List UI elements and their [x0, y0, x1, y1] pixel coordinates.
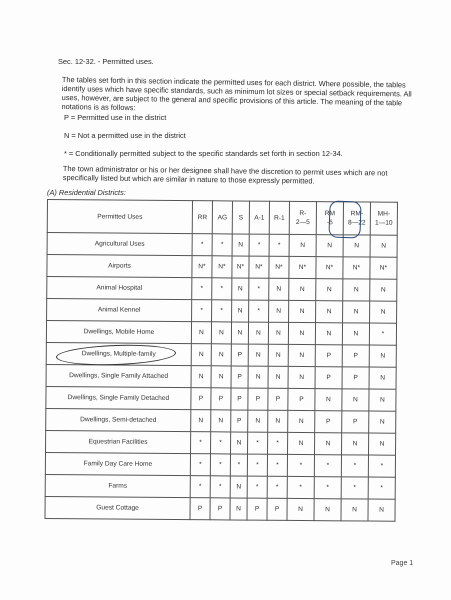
permission-cell: N: [370, 279, 397, 301]
permission-cell: P: [315, 345, 342, 367]
permission-cell: N: [268, 344, 288, 366]
permission-cell: N: [315, 389, 342, 411]
permission-cell: P: [231, 344, 248, 366]
use-name-cell: Agricultural Uses: [47, 233, 192, 256]
permission-cell: N: [230, 476, 247, 498]
permission-cell: N*: [212, 256, 232, 278]
permission-cell: N: [191, 322, 211, 344]
column-header-district: R- 2—5: [289, 201, 316, 234]
permission-cell: P: [342, 411, 369, 433]
permission-cell: *: [267, 454, 287, 476]
permission-cell: P: [342, 345, 369, 367]
permission-cell: *: [190, 454, 210, 476]
table-row: [46, 430, 396, 455]
permission-cell: P: [231, 388, 248, 410]
permission-cell: N: [287, 498, 314, 520]
permission-cell: *: [210, 476, 230, 498]
permission-cell: N: [316, 301, 343, 323]
permission-cell: N*: [316, 257, 343, 279]
permission-cell: N*: [269, 256, 289, 278]
permission-cell: P: [190, 498, 210, 520]
table-row: [47, 255, 397, 280]
permission-cell: N: [288, 366, 315, 388]
permission-cell: N: [341, 499, 368, 521]
column-header-district: RM- 8—22: [343, 202, 370, 235]
column-header-district: S: [232, 201, 249, 234]
column-header-district: AG: [212, 201, 232, 234]
permission-cell: N: [343, 235, 370, 257]
permission-cell: N: [369, 345, 396, 367]
permission-cell: N: [315, 323, 342, 345]
permission-cell: *: [249, 234, 269, 256]
permission-cell: N: [288, 432, 315, 454]
permission-cell: N: [288, 344, 315, 366]
column-header-district: RR: [192, 201, 212, 234]
page-number: Page 1: [391, 560, 414, 567]
permission-cell: N: [268, 322, 288, 344]
permission-cell: N: [369, 389, 396, 411]
permission-cell: *: [249, 278, 269, 300]
permission-cell: *: [247, 454, 267, 476]
permission-cell: *: [368, 477, 395, 499]
column-header-district: A-1: [249, 201, 269, 234]
permission-cell: *: [268, 432, 288, 454]
permission-cell: *: [287, 476, 314, 498]
permission-cell: N: [369, 367, 396, 389]
permission-cell: *: [341, 455, 368, 477]
permission-cell: *: [190, 476, 210, 498]
permission-cell: *: [192, 234, 212, 256]
table-row: [45, 452, 395, 477]
permission-cell: P: [231, 366, 248, 388]
permission-cell: N: [368, 433, 395, 455]
permission-cell: N: [369, 411, 396, 433]
permission-cell: *: [191, 432, 211, 454]
permission-cell: N: [288, 322, 315, 344]
use-name-cell: Animal Hospital: [47, 277, 192, 300]
permission-cell: N: [269, 278, 289, 300]
permission-cell: *: [368, 455, 395, 477]
use-name-cell: Equestrian Facilities: [46, 430, 191, 453]
permission-cell: N*: [232, 256, 249, 278]
use-name-cell: Dwellings, Mobile Home: [46, 321, 191, 344]
permission-cell: P: [248, 388, 268, 410]
permission-cell: *: [212, 234, 232, 256]
permission-cell: N: [232, 234, 249, 256]
permission-cell: *: [248, 432, 268, 454]
permission-cell: N: [268, 366, 288, 388]
permission-cell: N: [232, 300, 249, 322]
permission-cell: N*: [343, 257, 370, 279]
permission-cell: P: [315, 411, 342, 433]
permission-cell: N: [248, 344, 268, 366]
column-header-uses: Permitted Uses: [47, 200, 192, 234]
permission-cell: *: [269, 234, 289, 256]
column-header-district: RM -5: [316, 202, 343, 235]
permission-cell: N: [191, 410, 211, 432]
permission-cell: P: [211, 388, 231, 410]
table-row: [47, 299, 397, 324]
permission-cell: *: [314, 477, 341, 499]
permission-cell: N: [248, 410, 268, 432]
table-row: [46, 386, 396, 411]
permission-cell: N: [211, 366, 231, 388]
use-name-cell: Dwellings, Multiple-family: [46, 342, 191, 365]
permission-cell: N: [316, 279, 343, 301]
permission-cell: P: [231, 410, 248, 432]
table-row: [47, 277, 397, 302]
use-name-cell: Guest Cottage: [45, 496, 190, 519]
intro-paragraph: The tables set forth in this section indicate the permitted uses for each district. Where possible, the tables identify uses which have specific standards, such as minimum lot sizes or special setback requirements. All uses, however, are subject to the general and specific provisions of this article. The meaning of the table notations is as follows:: [61, 75, 412, 113]
permission-cell: N: [289, 278, 316, 300]
table-row: [46, 364, 396, 389]
use-name-cell: Farms: [45, 474, 190, 497]
permission-cell: N: [288, 410, 315, 432]
definition-not-permitted: N = Not a permitted use in the district: [64, 131, 186, 140]
permission-cell: N: [248, 366, 268, 388]
permission-cell: *: [230, 454, 247, 476]
permission-cell: N: [232, 278, 249, 300]
use-name-cell: Animal Kennel: [47, 299, 192, 322]
permission-cell: *: [212, 278, 232, 300]
permission-cell: N*: [289, 256, 316, 278]
definition-conditional: * = Conditionally permitted subject to the specific standards set forth in section 12-34.: [64, 149, 343, 158]
definition-permitted: P = Permitted use in the district: [64, 113, 167, 122]
permission-cell: N*: [249, 256, 269, 278]
permission-cell: N: [230, 498, 247, 520]
permission-cell: N: [342, 389, 369, 411]
permission-cell: N: [341, 433, 368, 455]
subsection-heading: (A) Residential Districts:: [47, 188, 126, 197]
use-name-cell: Dwellings, Single Family Attached: [46, 364, 191, 387]
table-row: [45, 496, 395, 521]
permission-cell: N: [211, 344, 231, 366]
permission-cell: N: [343, 301, 370, 323]
permission-cell: N*: [370, 257, 397, 279]
table-row: [46, 321, 396, 346]
hand-drawn-circle-rm-8-22: [328, 200, 361, 238]
permission-cell: *: [211, 432, 231, 454]
permission-cell: N: [316, 235, 343, 257]
column-header-district: R-1: [269, 201, 289, 234]
admin-paragraph: The town administrator or his or her designee shall have the discretion to permit uses which are not specifically listed but which are similar in nature to those expressly permitted.: [62, 164, 388, 186]
permission-cell: P: [247, 498, 267, 520]
permission-cell: P: [288, 388, 315, 410]
permission-cell: P: [315, 367, 342, 389]
permission-cell: P: [342, 367, 369, 389]
use-name-cell: Dwellings, Semi-detached: [46, 408, 191, 431]
permission-cell: *: [249, 300, 269, 322]
use-name-cell: Dwellings, Single Family Detached: [46, 386, 191, 409]
permission-cell: N: [191, 344, 211, 366]
section-title: Sec. 12-32. - Permitted uses.: [58, 57, 154, 66]
permission-cell: N: [370, 301, 397, 323]
permission-cell: N: [289, 234, 316, 256]
permission-cell: *: [369, 323, 396, 345]
permission-cell: N: [342, 323, 369, 345]
use-name-cell: Family Day Care Home: [45, 452, 190, 475]
permission-cell: N: [211, 410, 231, 432]
permission-cell: *: [192, 300, 212, 322]
permission-cell: N: [289, 300, 316, 322]
permission-cell: P: [267, 498, 287, 520]
permission-cell: N: [368, 499, 395, 521]
permission-cell: N: [269, 300, 289, 322]
permission-cell: N: [231, 432, 248, 454]
permission-cell: N: [248, 322, 268, 344]
permission-cell: P: [210, 498, 230, 520]
permission-cell: *: [341, 477, 368, 499]
permission-cell: *: [210, 454, 230, 476]
permission-cell: *: [287, 454, 314, 476]
permission-cell: P: [191, 388, 211, 410]
permission-cell: N: [191, 366, 211, 388]
table-row: [45, 474, 395, 499]
permission-cell: *: [192, 278, 212, 300]
permission-cell: N: [231, 322, 248, 344]
permission-cell: *: [212, 300, 232, 322]
permission-cell: *: [247, 476, 267, 498]
table-row: [46, 408, 396, 433]
permission-cell: *: [267, 476, 287, 498]
permission-cell: P: [268, 388, 288, 410]
permission-cell: N: [268, 410, 288, 432]
permission-cell: N: [315, 433, 342, 455]
permission-cell: N*: [192, 256, 212, 278]
permission-cell: N: [370, 235, 397, 257]
permission-cell: N: [343, 279, 370, 301]
column-header-district: MH- 1—10: [370, 202, 397, 235]
permission-cell: N: [211, 322, 231, 344]
permission-cell: *: [314, 455, 341, 477]
permission-cell: N: [314, 499, 341, 521]
use-name-cell: Airports: [47, 255, 192, 278]
